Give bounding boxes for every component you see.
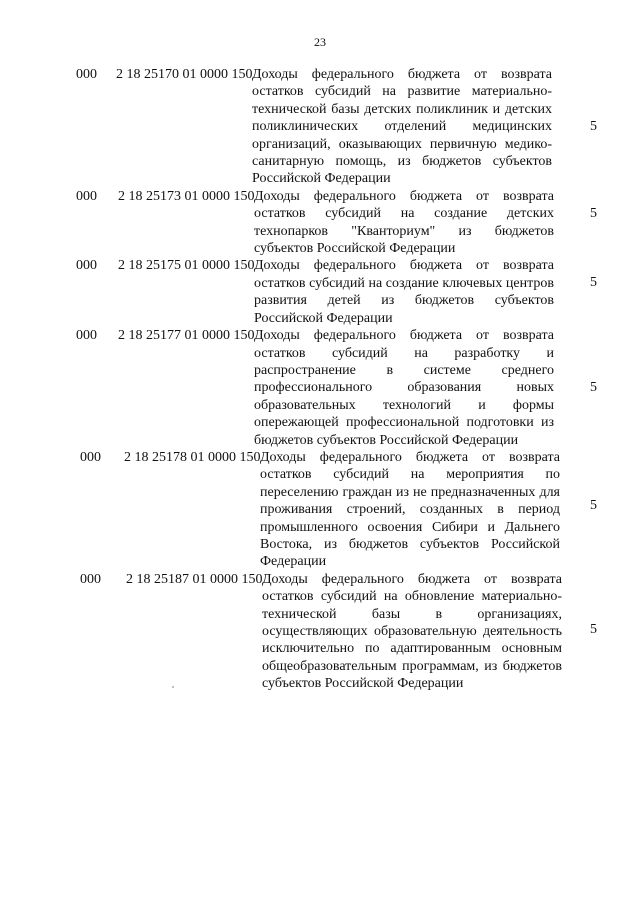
classification-code: 2 18 25173 01 0000 150 [118,188,255,204]
table-row [0,327,640,449]
normative-value: 5 [590,497,597,513]
income-description: Доходы федерального бюджета от возврата остатков субсидий на создание детских технопарков "Кванториум" из бюджетов субъектов Российской Федерации [254,188,554,257]
table-row [0,449,640,571]
normative-value: 5 [590,275,597,291]
table-row [0,257,640,327]
normative-value: 5 [590,380,597,396]
income-code-table [0,66,640,693]
classification-code: 2 18 25178 01 0000 150 [124,449,261,465]
normative-value: 5 [590,205,597,221]
income-description: Доходы федерального бюджета от возврата остатков субсидий на создание ключевых центров развития детей из бюджетов субъектов Российской Федерации [254,258,554,326]
page-number: 23 [314,35,326,49]
admin-code: 000 [80,449,101,465]
admin-code: 000 [76,258,97,274]
admin-code: 000 [76,67,97,82]
income-description: Доходы федерального бюджета от возврата остатков субсидий на разработку и распространение в системе среднего профессионального образования новых образовательных технологий и формы опережающей профессиональной подготовки из бюджетов субъектов Российской Федерации [254,328,554,448]
classification-code: 2 18 25187 01 0000 150 [126,571,263,587]
normative-value: 5 [590,621,597,637]
income-description: Доходы федерального бюджета от возврата остатков субсидий на обновление материально-технической базы в организациях, осуществляющих образовательную деятельность исключительно по адаптированным основным общеобразовательным программам, из бюджетов субъектов Российской Федерации [262,571,562,692]
scan-speck [172,686,174,688]
income-description: Доходы федерального бюджета от возврата остатков субсидий на развитие материально-технической базы детских поликлиник и детских поликлинических отделений медицинских организаций, оказывающих первичную медико-санитарную помощь, из бюджетов субъектов Российской Федерации [252,67,552,187]
classification-code: 2 18 25175 01 0000 150 [118,258,255,274]
table-row [0,66,640,188]
admin-code: 000 [76,328,97,344]
admin-code: 000 [76,188,97,204]
classification-code: 2 18 25170 01 0000 150 [116,67,253,82]
income-description: Доходы федерального бюджета от возврата остатков субсидий на мероприятия по переселению граждан из не предназначенных для проживания строений, созданных в период промышленного освоения Сибири и Дальнего Востока, из бюджетов субъектов Российской Федерации [260,449,560,570]
admin-code: 000 [80,571,101,587]
normative-value: 5 [590,119,597,134]
table-row [0,571,640,693]
table-row [0,188,640,258]
classification-code: 2 18 25177 01 0000 150 [118,328,255,344]
